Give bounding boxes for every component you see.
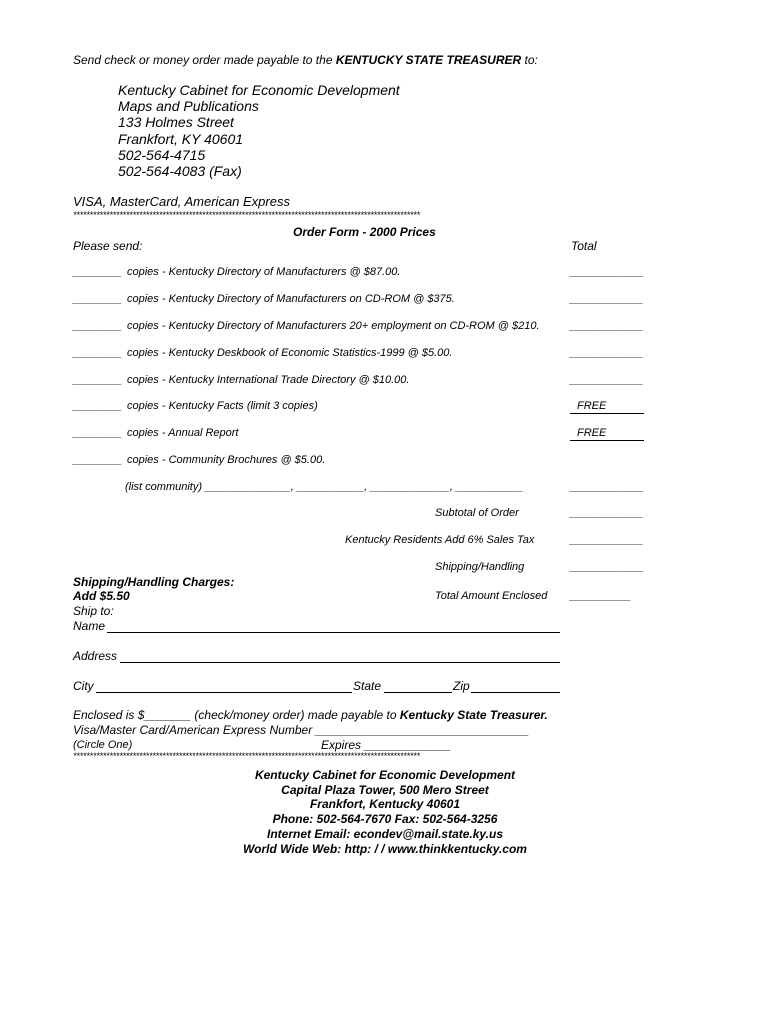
ship-to-label: Ship to: bbox=[73, 604, 114, 618]
address-label: Address bbox=[73, 649, 118, 663]
total-enclosed-label: Total Amount Enclosed bbox=[435, 590, 548, 602]
quantity-blank[interactable]: ________ bbox=[73, 320, 122, 332]
enclosed-line bbox=[73, 708, 548, 722]
quantity-blank[interactable]: ________ bbox=[73, 266, 122, 278]
item-total[interactable]: ____________ bbox=[570, 266, 644, 278]
total-header: Total bbox=[571, 239, 597, 253]
order-form-title-a: Order Form bbox=[293, 225, 360, 239]
quantity-blank[interactable]: ________ bbox=[73, 454, 122, 466]
list-community-field[interactable]: (list community) ______________, ___________, _____________, ___________ bbox=[125, 481, 524, 493]
name-field[interactable] bbox=[107, 632, 560, 633]
quantity-blank[interactable]: ________ bbox=[73, 427, 122, 439]
total-enclosed-field[interactable]: __________ bbox=[570, 590, 632, 602]
item-total[interactable]: ____________ bbox=[570, 374, 644, 386]
intro-prefix: Send check or money order made payable to the bbox=[73, 53, 336, 67]
footer-line: Capital Plaza Tower, 500 Mero Street bbox=[281, 783, 489, 797]
footer-website: World Wide Web: http: / / www.thinkkentucky.com bbox=[243, 842, 527, 856]
please-send-label: Please send: bbox=[73, 239, 143, 253]
item-description: copies - Kentucky Directory of Manufacturers @ $87.00. bbox=[127, 266, 401, 278]
item-description: copies - Kentucky Deskbook of Economic Statistics-1999 @ $5.00. bbox=[127, 347, 453, 359]
item-description: copies - Kentucky Directory of Manufacturers on CD-ROM @ $375. bbox=[127, 293, 455, 305]
free-label: FREE bbox=[577, 400, 607, 412]
enclosed-prefix: Enclosed is $_______ (check/money order) made payable to bbox=[73, 708, 400, 722]
address-line: 502-564-4083 (Fax) bbox=[118, 163, 242, 179]
order-form-title bbox=[293, 225, 436, 239]
item-description: copies - Kentucky Facts (limit 3 copies) bbox=[127, 400, 318, 412]
zip-field[interactable] bbox=[471, 692, 560, 693]
separator-stars-top: ********************************************************************************************************* bbox=[73, 210, 420, 220]
intro-payee: KENTUCKY STATE TREASURER bbox=[335, 53, 522, 67]
shipping-handling-field[interactable]: ____________ bbox=[570, 561, 644, 573]
card-number-field[interactable]: ________________________________ bbox=[315, 723, 530, 737]
circle-one-label: (Circle One) bbox=[73, 739, 133, 751]
city-label: City bbox=[73, 679, 94, 693]
order-form-title-dash: - bbox=[359, 225, 370, 239]
state-label: State bbox=[353, 679, 382, 693]
sales-tax-field[interactable]: ____________ bbox=[570, 534, 644, 546]
item-description: copies - Kentucky International Trade Directory @ $10.00. bbox=[127, 374, 410, 386]
quantity-blank[interactable]: ________ bbox=[73, 347, 122, 359]
order-form-title-b: 2000 Prices bbox=[369, 225, 436, 239]
state-field[interactable] bbox=[384, 692, 452, 693]
address-line: 502-564-4715 bbox=[118, 147, 206, 163]
item-total-free bbox=[570, 400, 644, 414]
item-total[interactable]: ____________ bbox=[570, 347, 644, 359]
subtotal-field[interactable]: ____________ bbox=[570, 507, 644, 519]
address-line: Kentucky Cabinet for Economic Development bbox=[118, 82, 400, 98]
address-field[interactable] bbox=[120, 662, 560, 663]
footer-email: Internet Email: econdev@mail.state.ky.us bbox=[266, 827, 503, 841]
city-field[interactable] bbox=[96, 692, 352, 693]
address-line: Frankfort, KY 40601 bbox=[118, 131, 244, 147]
item-description: copies - Annual Report bbox=[127, 427, 239, 439]
shipping-handling-label: Shipping/Handling bbox=[435, 561, 525, 573]
footer-line: Kentucky Cabinet for Economic Development bbox=[254, 768, 516, 782]
item-total-free bbox=[570, 427, 644, 441]
quantity-blank[interactable]: ________ bbox=[73, 374, 122, 386]
sales-tax-label: Kentucky Residents Add 6% Sales Tax bbox=[345, 534, 535, 546]
shipping-charges-title: Shipping/Handling Charges: bbox=[73, 575, 235, 589]
zip-label: Zip bbox=[453, 679, 470, 693]
address-line: 133 Holmes Street bbox=[118, 114, 234, 130]
item-description: copies - Kentucky Directory of Manufacturers 20+ employment on CD-ROM @ $210. bbox=[127, 320, 540, 332]
list-community-total[interactable]: ____________ bbox=[570, 481, 644, 493]
subtotal-label: Subtotal of Order bbox=[435, 507, 519, 519]
card-number-label: Visa/Master Card/American Express Number bbox=[73, 723, 316, 737]
free-label: FREE bbox=[577, 427, 607, 439]
intro-suffix: to: bbox=[521, 53, 538, 67]
footer-line: Phone: 502-564-7670 Fax: 502-564-3256 bbox=[272, 812, 498, 826]
address-line: Maps and Publications bbox=[118, 98, 259, 114]
separator-stars-bottom: ********************************************************************************************************* bbox=[73, 751, 420, 761]
item-description: copies - Community Brochures @ $5.00. bbox=[127, 454, 326, 466]
name-label: Name bbox=[73, 619, 106, 633]
card-number-line bbox=[73, 723, 529, 737]
accepted-cards: VISA, MasterCard, American Express bbox=[73, 194, 290, 209]
item-total[interactable]: ____________ bbox=[570, 320, 644, 332]
item-total[interactable]: ____________ bbox=[570, 293, 644, 305]
quantity-blank[interactable]: ________ bbox=[73, 400, 122, 412]
shipping-charges-amount: Add $5.50 bbox=[73, 589, 130, 603]
enclosed-payee: Kentucky State Treasurer. bbox=[399, 708, 548, 722]
quantity-blank[interactable]: ________ bbox=[73, 293, 122, 305]
expires-field[interactable]: Expires _____________ bbox=[321, 738, 452, 752]
footer-line: Frankfort, Kentucky 40601 bbox=[309, 797, 461, 811]
intro-line bbox=[73, 53, 538, 67]
